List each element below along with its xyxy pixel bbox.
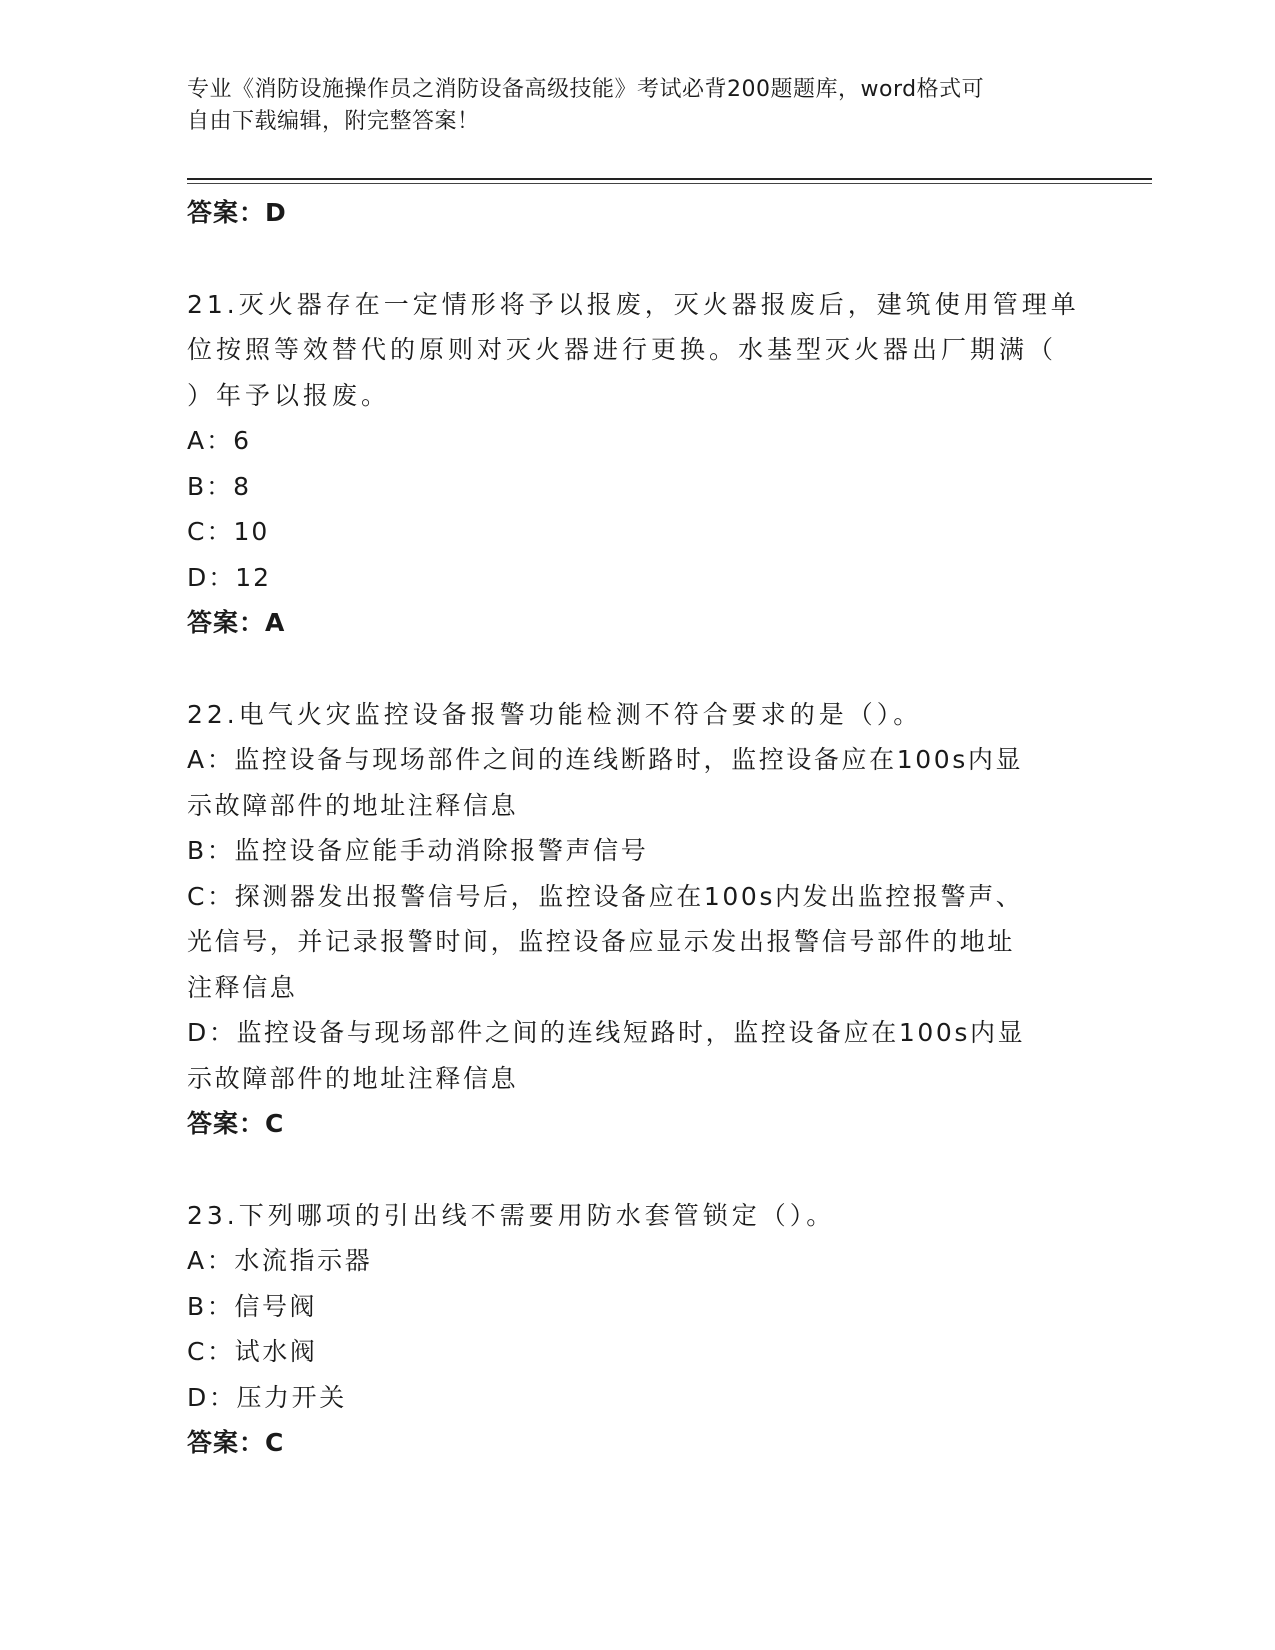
answer: 答案：C (187, 1428, 285, 1457)
question-content (187, 190, 1087, 1466)
header-line-1: 专业《消防设施操作员之消防设备高级技能》考试必背200题题库，word格式可 (187, 77, 985, 102)
option-d: D：压力开关 (187, 1382, 347, 1412)
question-stem-line: 21.灭火器存在一定情形将予以报废，灭火器报废后，建筑使用管理单 (187, 289, 1080, 319)
option-c: C：试水阀 (187, 1337, 318, 1366)
option-a-line: A：监控设备与现场部件之间的连线断路时，监控设备应在100s内显 (187, 745, 1024, 774)
document-header (187, 74, 1067, 138)
option-d-line: 示故障部件的地址注释信息 (187, 1063, 519, 1093)
option-d: D：12 (187, 562, 272, 592)
previous-answer: 答案：D (187, 198, 287, 227)
answer: 答案：A (187, 608, 286, 637)
header-divider-thin (187, 183, 1152, 184)
question-stem-line: 位按照等效替代的原则对灭火器进行更换。水基型灭火器出厂期满（ (187, 335, 1058, 364)
option-a: A：水流指示器 (187, 1246, 373, 1275)
question-stem-line: ）年予以报废。 (187, 380, 391, 410)
spacer (187, 1147, 1087, 1193)
spacer (187, 236, 1087, 282)
option-d-line: D：监控设备与现场部件之间的连线短路时，监控设备应在100s内显 (187, 1018, 1026, 1047)
spacer (187, 646, 1087, 692)
question-stem: 22.电气火灾监控设备报警功能检测不符合要求的是（）。 (187, 699, 923, 729)
header-line-2: 自由下载编辑，附完整答案！ (187, 109, 480, 134)
option-b: B：监控设备应能手动消除报警声信号 (187, 836, 649, 865)
question-23 (187, 1193, 1087, 1466)
question-21 (187, 282, 1087, 646)
option-c-line: 注释信息 (187, 972, 298, 1002)
option-a: A：6 (187, 426, 252, 455)
option-b: B：信号阀 (187, 1291, 318, 1321)
option-a-line: 示故障部件的地址注释信息 (187, 790, 519, 820)
question-stem: 23.下列哪项的引出线不需要用防水套管锁定（）。 (187, 1200, 836, 1230)
option-b: B：8 (187, 471, 252, 501)
answer: 答案：C (187, 1109, 285, 1138)
question-22 (187, 692, 1087, 1147)
option-c: C：10 (187, 517, 270, 546)
header-divider-thick (187, 178, 1152, 180)
option-c-line: 光信号，并记录报警时间，监控设备应显示发出报警信号部件的地址 (187, 927, 1016, 956)
option-c-line: C：探测器发出报警信号后，监控设备应在100s内发出监控报警声、 (187, 881, 1024, 911)
